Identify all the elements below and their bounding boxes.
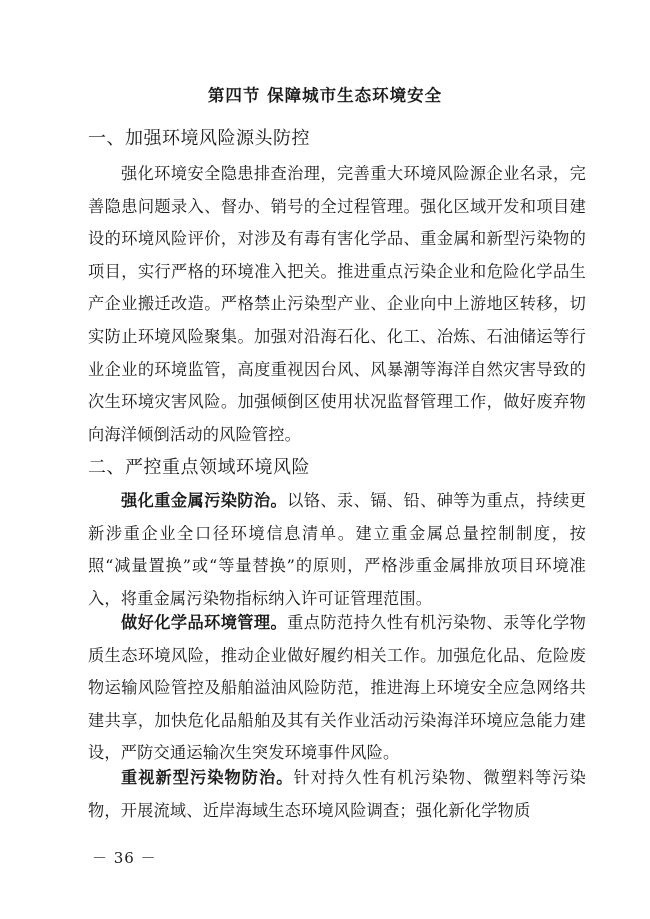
paragraph-lead: 做好化学品环境管理。	[121, 613, 288, 632]
paragraph-lead: 重视新型污染物防治。	[121, 768, 294, 787]
paragraph-risk-source-control: 强化环境安全隐患排查治理，完善重大环境风险源企业名录，完善隐患问题录入、督办、销号的全过程管理。强化区域开发和项目建设的环境风险评价，对涉及有毒有害化学品、重金属和新型污染物的项目，实行严格的环境准入把关。推进重点污染企业和危险化学品生产企业搬迁改造。严格禁止污染型产业、企业向中上游地区转移，切实防止环境风险聚集。加强对沿海石化、化工、冶炼、石油储运等行业企业的环境监管，高度重视因台风、风暴潮等海洋自然灾害导致的次生环境灾害风险。加强倾倒区使用状况监督管理工作，做好废弃物向海洋倾倒活动的风险管控。	[88, 164, 586, 444]
paragraph-new-pollutants	[88, 762, 586, 827]
paragraph-chemicals	[88, 607, 586, 770]
paragraph-body: 针对持久性有机污染物、微塑料等污染物，开展流域、近岸海域生态环境风险调查；强化新化学物质	[88, 768, 586, 820]
paragraph-heavy-metals	[88, 485, 586, 615]
paragraph-body: 重点防范持久性有机污染物、汞等化学物质生态环境风险，推动企业做好履约相关工作。加强危化品、危险废物运输风险管控及船舶溢油风险防范，推进海上环境安全应急网络共建共享，加快危化品船舶及其有关作业活动污染海洋环境应急能力建设，严防交通运输次生突发环境事件风险。	[88, 613, 586, 763]
section-title: 第四节 保障城市生态环境安全	[207, 86, 443, 105]
paragraph-lead: 强化重金属污染防治。	[121, 491, 288, 510]
subsection-heading-2: 二、严控重点领域环境风险	[88, 457, 310, 478]
paragraph-body: 以铬、汞、镉、铅、砷等为重点，持续更新涉重企业全口径环境信息清单。建立重金属总量控制制度，按照“减量置换”或“等量替换”的原则，严格涉重金属排放项目环境准入，将重金属污染物指标纳入许可证管理范围。	[88, 491, 586, 608]
subsection-heading-1: 一、加强环境风险源头防控	[88, 128, 310, 149]
page-number: － 36 －	[92, 849, 157, 867]
